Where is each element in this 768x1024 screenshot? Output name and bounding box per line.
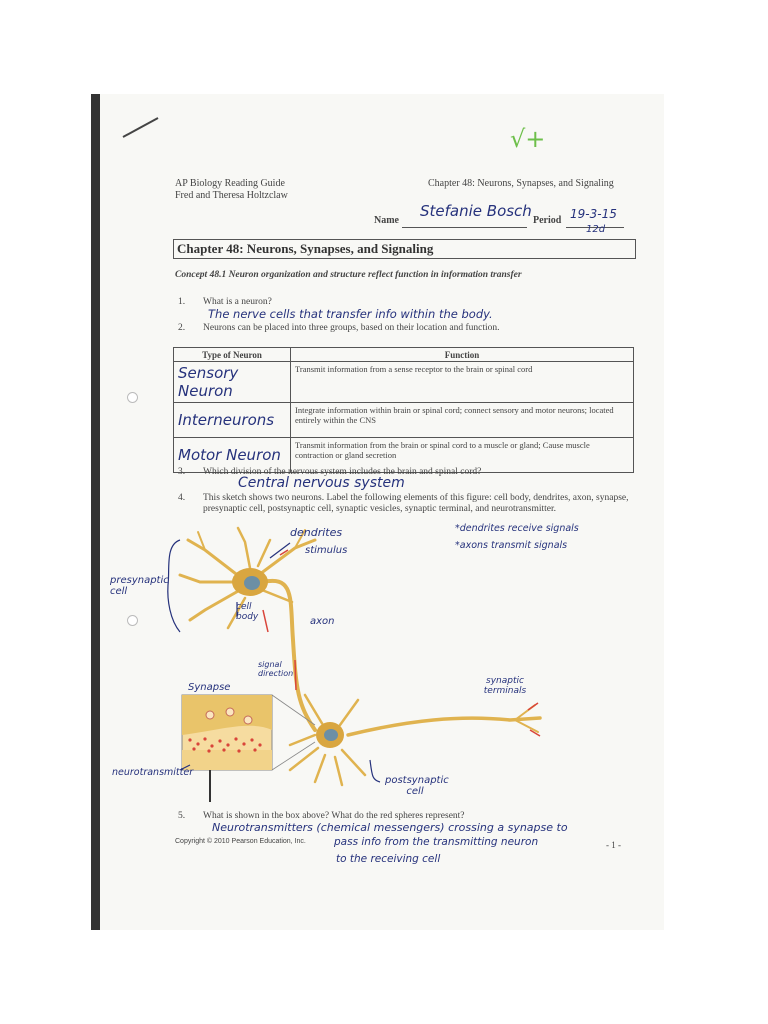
q3-answer: Central nervous system [238, 475, 405, 491]
note-dendrites: *dendrites receive signals [455, 523, 579, 534]
q5-answer-line3: to the receiving cell [336, 853, 441, 865]
pencil-mark [118, 112, 168, 142]
neuron-type-cell: Sensory Neuron [174, 362, 291, 403]
label-neurotransmitter: neurotransmitter [112, 767, 194, 778]
q2-text: Neurons can be placed into three groups, based on their location and function. [203, 323, 500, 333]
label-dendrites: dendrites [290, 526, 343, 539]
period-value-2: 12d [586, 224, 606, 235]
q4-number: 4. [178, 493, 186, 503]
label-postsynaptic-cell: postsynaptic cell [385, 775, 449, 797]
label-cell-body: cell body [236, 602, 259, 622]
table-row [174, 403, 634, 438]
q4-text: This sketch shows two neurons. Label the following elements of this figure: cell body, dendrites, axon, synapse, presynaptic cell, postsynaptic cell, synaptic vesicles, synaptic terminal, and neurotransmitter. [203, 493, 629, 514]
copyright: Copyright © 2010 Pearson Education, Inc. [175, 838, 306, 845]
q1-number: 1. [178, 297, 186, 307]
q5-answer-line2: pass info from the transmitting neuron [334, 836, 539, 848]
label-signal-direction: signal direction [258, 660, 294, 678]
guide-authors: Fred and Theresa Holtzclaw [175, 190, 288, 201]
guide-title: AP Biology Reading Guide [175, 178, 285, 189]
chapter-title: Chapter 48: Neurons, Synapses, and Signaling [177, 241, 434, 256]
neuron-function-cell: Transmit information from a sense receptor to the brain or spinal cord [291, 362, 634, 403]
label-synapse: Synapse [188, 682, 231, 693]
presynaptic-nucleus [244, 576, 260, 590]
note-axons: *axons transmit signals [455, 540, 568, 551]
name-label: Name [374, 215, 399, 226]
period-label: Period [533, 215, 562, 226]
q1-answer: The nerve cells that transfer info within the body. [208, 307, 493, 321]
q5-number: 5. [178, 811, 186, 821]
header-chapter: Chapter 48: Neurons, Synapses, and Signaling [428, 178, 614, 189]
binder-hole [127, 615, 138, 626]
q3-text: Which division of the nervous system includes the brain and spinal cord? [203, 467, 482, 477]
grade-check-mark: √+ [510, 125, 546, 153]
q5-text: What is shown in the box above? What do the red spheres represent? [203, 811, 465, 821]
binder-hole [127, 392, 138, 403]
neuron-type-cell: Interneurons [174, 403, 291, 438]
q1-text: What is a neuron? [203, 297, 272, 307]
page-edge [91, 94, 100, 930]
chapter-title-box [173, 239, 636, 259]
name-value: Stefanie Bosch [420, 202, 532, 220]
page-number: - 1 - [606, 840, 621, 850]
label-synaptic-terminals: synaptic terminals [483, 676, 527, 696]
table-header-type: Type of Neuron [174, 348, 291, 362]
synapse-inset [182, 695, 315, 802]
neuron-function-cell: Transmit information from the brain or spinal cord to a muscle or gland; Cause muscle contraction or gland secretion [291, 438, 634, 473]
table-row [174, 362, 634, 403]
q2-number: 2. [178, 323, 186, 333]
label-presynaptic-cell: presynaptic cell [110, 575, 169, 597]
label-axon: axon [310, 616, 335, 627]
neuron-function-cell: Integrate information within brain or spinal cord; connect sensory and motor neurons; located entirely within the CNS [291, 403, 634, 438]
q3-number: 3. [178, 467, 186, 477]
label-stimulus: stimulus [305, 545, 348, 556]
name-underline [402, 227, 527, 228]
concept-heading: Concept 48.1 Neuron organization and structure reflect function in information transfer [175, 270, 522, 280]
neuron-types-table [173, 347, 634, 473]
q5-answer-line1: Neurotransmitters (chemical messengers) crossing a synapse to [212, 821, 568, 834]
table-header-function: Function [291, 348, 634, 362]
neuron-type-cell: Motor Neuron [174, 438, 291, 473]
postsynaptic-nucleus [324, 729, 338, 741]
period-value: 19-3-15 [570, 207, 617, 221]
